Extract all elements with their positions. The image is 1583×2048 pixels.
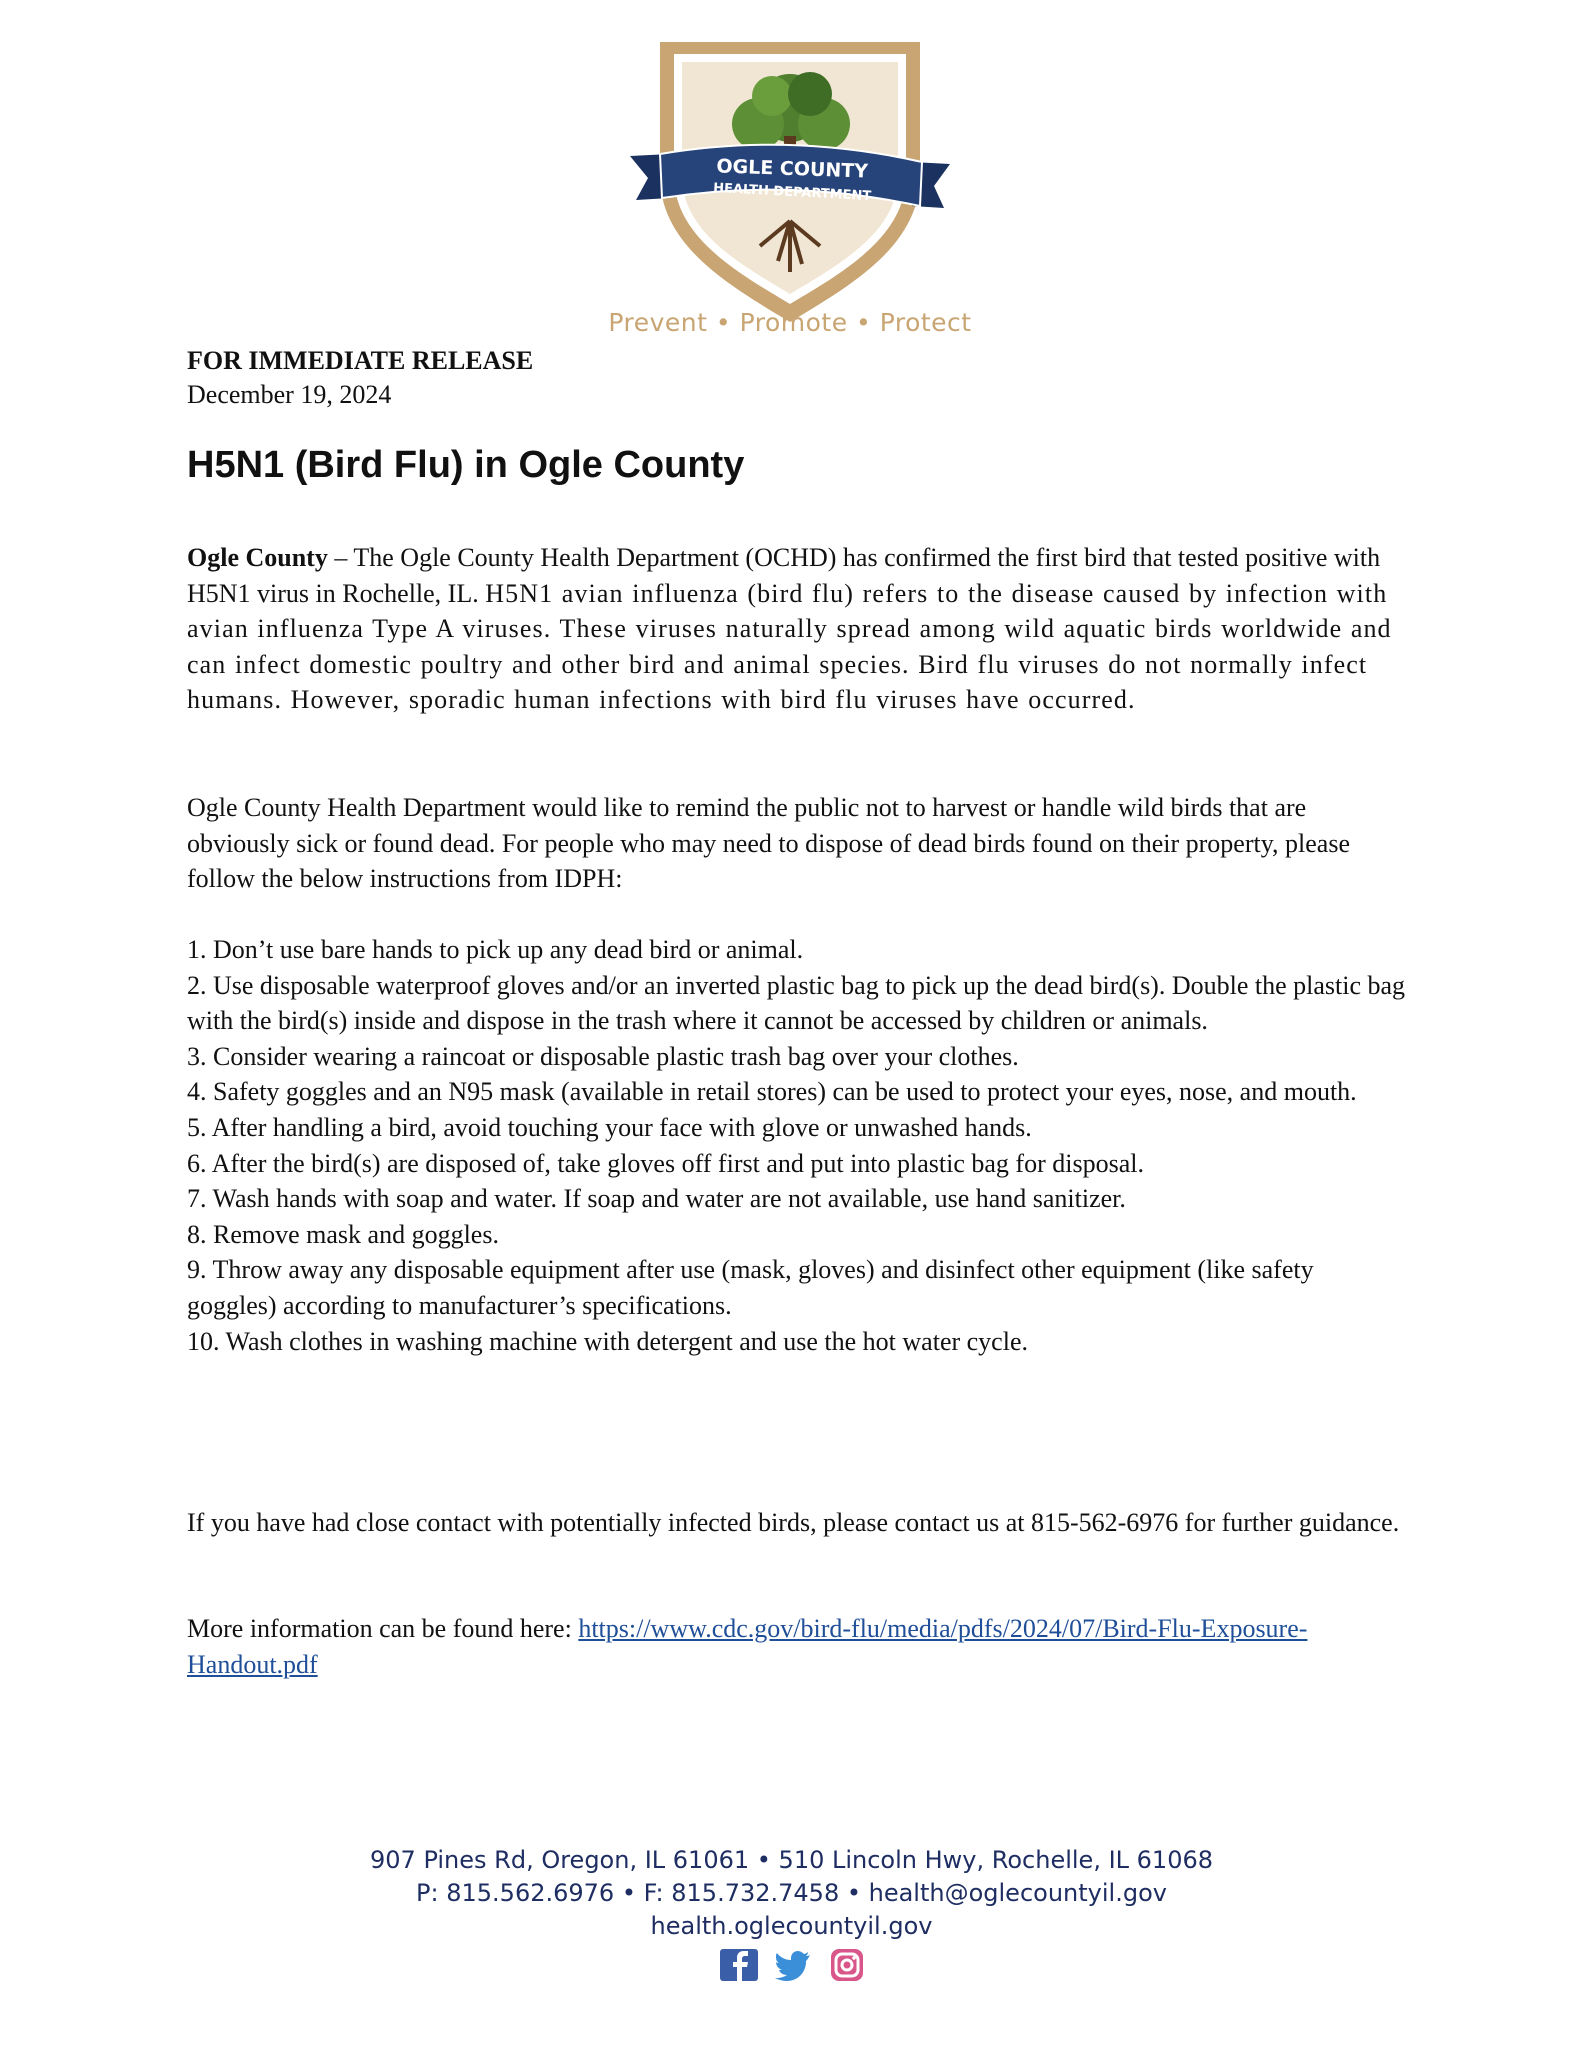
instruction-item: 4. Safety goggles and an N95 mask (available in retail stores) can be used to protect your eyes, nose, and mouth. — [187, 1077, 1357, 1107]
intro-paragraph — [187, 540, 1407, 718]
footer-addresses: 907 Pines Rd, Oregon, IL 61061 • 510 Lincoln Hwy, Rochelle, IL 61068 — [370, 1846, 1213, 1874]
release-label: FOR IMMEDIATE RELEASE — [187, 346, 534, 375]
instruction-item: 9. Throw away any disposable equipment after use (mask, gloves) and disinfect other equipment (like safety goggles) according to manufacturer’s specifications. — [187, 1255, 1314, 1320]
intro-text-rest: H5N1 avian influenza (bird flu) refers to the disease caused by infection with avian influenza Type A viruses. These viruses naturally spread among wild aquatic birds worldwide and can infect domestic poultry and other bird and animal species. Bird flu viruses do not normally infect humans. However, sporadic human infections with bird flu viruses have occurred. — [187, 578, 1392, 715]
ogle-county-health-department-logo — [630, 36, 950, 326]
instruction-item: 7. Wash hands with soap and water. If soap and water are not available, use hand sanitizer. — [187, 1184, 1126, 1214]
release-date: December 19, 2024 — [187, 380, 392, 409]
more-info-prefix: More information can be found here: — [187, 1614, 579, 1643]
facebook-icon[interactable] — [718, 1947, 760, 1983]
cdc-handout-link[interactable]: https://www.cdc.gov/bird-flu/media/pdfs/2024/07/Bird-Flu-Exposure-Handout.pdf — [187, 1614, 1308, 1679]
footer-website: health.oglecountyil.gov — [650, 1912, 933, 1940]
social-links — [718, 1947, 868, 1983]
svg-text:HEALTH DEPARTMENT: HEALTH DEPARTMENT — [712, 180, 872, 205]
instruction-item: 5. After handling a bird, avoid touching your face with glove or unwashed hands. — [187, 1112, 1032, 1142]
reminder-paragraph: Ogle County Health Department would like to remind the public not to harvest or handle wild birds that are obviously sick or found dead. For people who may need to dispose of dead birds found on their property, please follow the below instructions from IDPH: — [187, 793, 1351, 894]
page-title: H5N1 (Bird Flu) in Ogle County — [187, 444, 745, 486]
more-info-paragraph — [187, 1611, 1407, 1682]
instruction-item: 10. Wash clothes in washing machine with detergent and use the hot water cycle. — [187, 1326, 1028, 1356]
instruction-item: 8. Remove mask and goggles. — [187, 1219, 499, 1249]
footer-contact: P: 815.562.6976 • F: 815.732.7458 • health@oglecountyil.gov — [416, 1879, 1167, 1907]
contact-paragraph: If you have had close contact with potentially infected birds, please contact us at 815-562-6976 for further guidance. — [187, 1508, 1400, 1537]
instruction-item: 3. Consider wearing a raincoat or disposable plastic trash bag over your clothes. — [187, 1041, 1019, 1071]
intro-text: – The Ogle County Health Department (OCHD) has confirmed the first bird that tested positive with H5N1 virus in Rochelle, IL. — [187, 543, 1381, 608]
footer — [0, 1844, 1583, 1943]
instruction-item: 1. Don’t use bare hands to pick up any dead bird or animal. — [187, 935, 804, 964]
instagram-icon[interactable] — [826, 1947, 868, 1983]
instruction-item: 6. After the bird(s) are disposed of, take gloves off first and put into plastic bag for disposal. — [187, 1148, 1144, 1178]
instruction-list — [187, 932, 1407, 1359]
twitter-icon[interactable] — [772, 1947, 814, 1983]
logo-tagline: Prevent • Promote • Protect — [608, 308, 972, 337]
svg-text:OGLE COUNTY: OGLE COUNTY — [716, 155, 869, 183]
intro-lead: Ogle County — [187, 543, 328, 572]
instruction-item: 2. Use disposable waterproof gloves and/or an inverted plastic bag to pick up the dead bird(s). Double the plastic bag with the bird(s) inside and dispose in the trash where it cannot be accessed by children or animals. — [187, 970, 1406, 1036]
